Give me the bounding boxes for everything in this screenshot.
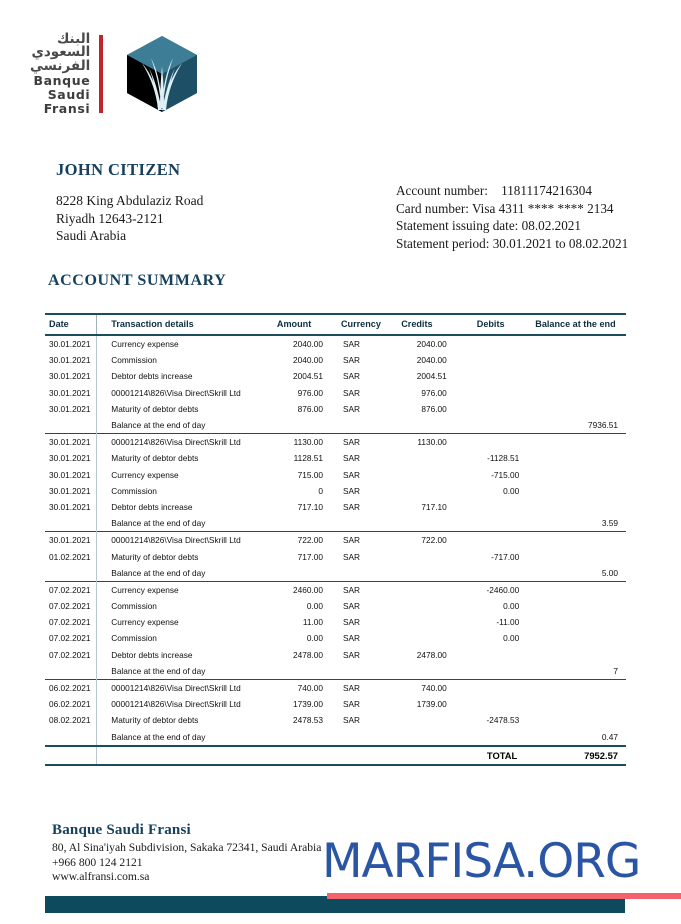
cell-details: 00001214\826\Visa Direct\Skrill Ltd: [111, 387, 241, 398]
logo-red-divider: [99, 35, 103, 113]
cell-details: Currency expense: [111, 617, 179, 628]
footer-phone: +966 800 124 2121: [52, 855, 143, 869]
cell-balance: [525, 548, 626, 564]
cell-credits: [387, 712, 463, 728]
cell-date: 01.02.2021: [45, 548, 97, 564]
cell-debits: [463, 368, 526, 384]
cell-amount: 2040.00: [292, 355, 323, 366]
table-row: [45, 647, 626, 663]
address-line-2: Riyadh 12643-2121: [56, 210, 164, 226]
cell-credits: 1739.00: [416, 699, 447, 710]
day-balance-label: Balance at the end of day: [111, 665, 206, 676]
cell-details: Debtor debts increase: [111, 649, 193, 660]
cell-amount: 740.00: [255, 679, 333, 696]
cell-credits: [387, 565, 463, 582]
cell-balance: [525, 385, 626, 401]
cell-details: Commission: [111, 633, 157, 644]
cell-balance: [525, 647, 626, 663]
watermark-text: MARFISA.ORG: [322, 834, 641, 889]
cell-balance: [525, 499, 626, 515]
cell-credits: [387, 598, 463, 614]
cube-logo-icon: [125, 34, 199, 114]
day-balance-label: Balance at the end of day: [111, 420, 206, 431]
total-row: [45, 746, 626, 765]
day-balance-value: 0.47: [601, 731, 618, 742]
card-number-label: Card number:: [396, 200, 469, 216]
cell-details: Commission: [111, 355, 157, 366]
cell-currency: SAR: [342, 699, 361, 710]
table-row: [45, 352, 626, 368]
day-balance-label: Balance at the end of day: [111, 567, 206, 578]
day-balance-value: 3.59: [601, 518, 618, 529]
cell-balance: [525, 483, 626, 499]
cell-balance: [525, 696, 626, 712]
cell-credits: [387, 450, 463, 466]
footer-bank-name: Banque Saudi Fransi: [52, 822, 191, 838]
table-row: [45, 483, 626, 499]
cell-currency: SAR: [342, 601, 361, 612]
cell-balance: [525, 679, 626, 696]
logo-wordmark: [30, 30, 99, 116]
cell-debits: [463, 565, 526, 582]
page-title: ACCOUNT SUMMARY: [48, 272, 227, 289]
cell-amount: [255, 663, 333, 680]
footer-block: [52, 822, 321, 885]
table-header: [45, 314, 626, 335]
cell-details: Currency expense: [111, 469, 179, 480]
cell-amount: 1128.51: [293, 453, 323, 464]
cell-date: [45, 515, 97, 532]
cell-details: Debtor debts increase: [111, 371, 193, 382]
cell-credits: [387, 663, 463, 680]
cell-currency: [333, 746, 387, 765]
cell-currency: SAR: [333, 532, 387, 549]
customer-address: [56, 192, 203, 245]
issuing-date-row: [396, 217, 628, 235]
cell-date: 30.01.2021: [45, 450, 97, 466]
cell-credits: 2004.51: [416, 371, 447, 382]
logo-arabic-line-1: البنك: [56, 30, 91, 47]
cell-debits: [463, 401, 526, 417]
cell-balance: [525, 434, 626, 451]
cell-date: [45, 417, 97, 434]
cell-balance: [525, 335, 626, 352]
footer-website[interactable]: www.alfransi.com.sa: [52, 870, 150, 884]
table-row: [45, 598, 626, 614]
account-number-label: Account number:: [396, 183, 488, 198]
cell-currency: [333, 565, 387, 582]
cell-credits: 2040.00: [416, 355, 447, 366]
cell-amount: 1130.00: [255, 434, 333, 451]
table-row: [45, 434, 626, 451]
cell-credits: 2040.00: [416, 339, 447, 350]
cell-balance: [525, 614, 626, 630]
cell-date: 30.01.2021: [45, 335, 97, 352]
column-header-details: Transaction details: [111, 319, 194, 329]
cell-date: 30.01.2021: [45, 401, 97, 417]
table-row: [45, 499, 626, 515]
cell-amount: 2478.53: [292, 715, 323, 726]
cell-debits: 0.00: [503, 485, 520, 496]
cell-credits: [387, 630, 463, 646]
cell-debits: [463, 696, 526, 712]
cell-date: 07.02.2021: [45, 647, 97, 663]
cell-details: Currency expense: [111, 339, 179, 350]
cell-credits: 1130.00: [387, 434, 463, 451]
cell-debits: [463, 532, 526, 549]
day-balance-row: [45, 565, 626, 582]
cell-amount: [255, 729, 333, 746]
table-row: [45, 581, 626, 598]
cell-balance: [525, 630, 626, 646]
cell-debits: -2460.00: [463, 581, 526, 598]
table-row: [45, 679, 626, 696]
day-balance-label: Balance at the end of day: [111, 731, 206, 742]
day-balance-row: [45, 515, 626, 532]
footer-address: 80, Al Sina'iyah Subdivision, Sakaka 72341, Saudi Arabia: [52, 841, 322, 854]
issuing-date-value: 08.02.2021: [521, 218, 581, 234]
column-header-balance: Balance at the end: [535, 319, 616, 329]
cell-details: Maturity of debtor debts: [111, 551, 199, 562]
cell-date: 30.01.2021: [45, 499, 97, 515]
cell-currency: SAR: [342, 469, 361, 480]
table-row: [45, 614, 626, 630]
day-balance-row: [45, 729, 626, 746]
cell-balance: [525, 532, 626, 549]
cell-balance: [525, 712, 626, 728]
cell-date: 30.01.2021: [45, 352, 97, 368]
cell-debits: 0.00: [503, 601, 520, 612]
cell-amount: 876.00: [297, 403, 323, 414]
table-row: [45, 712, 626, 728]
cell-details: 00001214\826\Visa Direct\Skrill Ltd: [97, 434, 255, 451]
cell-debits: -1128.51: [487, 453, 520, 464]
cell-currency: SAR: [333, 581, 387, 598]
column-header-amount: Amount: [276, 319, 312, 329]
logo-latin-line-1: Banque: [33, 73, 91, 89]
cell-date: 30.01.2021: [45, 483, 97, 499]
cell-credits: [387, 548, 463, 564]
cell-debits: [463, 647, 526, 663]
logo-arabic-line-2: السعودي: [31, 44, 91, 61]
cell-amount: 2460.00: [255, 581, 333, 598]
cell-details: 00001214\826\Visa Direct\Skrill Ltd: [97, 679, 255, 696]
cell-balance: [525, 368, 626, 384]
cell-credits: 722.00: [387, 532, 463, 549]
cell-currency: [333, 515, 387, 532]
table-header-row: [45, 314, 626, 335]
cell-currency: [333, 663, 387, 680]
cell-credits: 2478.00: [416, 649, 447, 660]
day-balance-value: 7936.51: [588, 420, 618, 431]
cell-debits: -715.00: [491, 469, 520, 480]
cell-debits: [463, 729, 526, 746]
cell-amount: 2004.51: [292, 371, 323, 382]
day-balance-value: 7: [613, 665, 618, 676]
table-body: [45, 335, 626, 765]
watermark-underline: [327, 893, 681, 899]
cell-credits: [387, 515, 463, 532]
cell-date: [45, 565, 97, 582]
cell-debits: [463, 335, 526, 352]
cell-date: [45, 663, 97, 680]
cell-currency: SAR: [342, 403, 361, 414]
cell-debits: [463, 679, 526, 696]
cell-date: 07.02.2021: [45, 581, 97, 598]
cell-date: 30.01.2021: [45, 385, 97, 401]
account-number-row: [396, 182, 628, 200]
cell-date: 30.01.2021: [45, 467, 97, 483]
total-value: 7952.57: [525, 746, 626, 765]
cell-currency: SAR: [342, 485, 361, 496]
cell-details: Commission: [111, 485, 157, 496]
cell-amount: 0.00: [306, 601, 323, 612]
cell-credits: [387, 417, 463, 434]
cell-credits: [387, 746, 463, 765]
cell-currency: SAR: [342, 371, 361, 382]
cell-date: 07.02.2021: [45, 630, 97, 646]
cell-debits: -2478.53: [486, 715, 520, 726]
total-label: TOTAL: [463, 746, 526, 765]
cell-debits: [463, 417, 526, 434]
column-header-currency: Currency: [340, 319, 381, 329]
cell-date: 08.02.2021: [45, 712, 97, 728]
cell-credits: [387, 614, 463, 630]
cell-amount: [255, 746, 333, 765]
logo-latin-line-2: Saudi: [47, 86, 91, 102]
cell-details: Debtor debts increase: [111, 501, 193, 512]
cell-debits: [463, 352, 526, 368]
cell-balance: [525, 581, 626, 598]
customer-name: JOHN CITIZEN: [56, 160, 181, 179]
cell-details: [97, 746, 255, 765]
cell-date: 07.02.2021: [45, 614, 97, 630]
footer-contact: [52, 841, 321, 885]
day-balance-label: Balance at the end of day: [111, 518, 206, 529]
cell-credits: 717.10: [421, 501, 447, 512]
cell-amount: 1739.00: [292, 699, 323, 710]
cell-credits: [387, 483, 463, 499]
cell-amount: [255, 515, 333, 532]
statement-period-value: 30.01.2021 to 08.02.2021: [492, 235, 629, 251]
table-row: [45, 696, 626, 712]
cell-debits: -717.00: [491, 551, 520, 562]
cell-amount: 0.00: [306, 633, 323, 644]
address-line-1: 8228 King Abdulaziz Road: [56, 193, 204, 208]
day-balance-row: [45, 663, 626, 680]
statement-period-row: [396, 235, 628, 253]
cell-currency: SAR: [342, 339, 361, 350]
statement-period-label: Statement period:: [396, 235, 490, 251]
cell-currency: SAR: [342, 387, 361, 398]
cell-currency: SAR: [342, 633, 361, 644]
cell-balance: [525, 467, 626, 483]
cell-credits: [387, 729, 463, 746]
cell-details: Commission: [111, 601, 157, 612]
table-row: [45, 450, 626, 466]
table-row: [45, 335, 626, 352]
card-number-row: [396, 200, 628, 218]
table-row: [45, 368, 626, 384]
cell-amount: 976.00: [297, 387, 323, 398]
cell-debits: 0.00: [503, 633, 520, 644]
cell-amount: 717.00: [297, 551, 323, 562]
cell-currency: SAR: [342, 649, 361, 660]
cell-debits: -11.00: [496, 617, 520, 628]
cell-currency: [333, 417, 387, 434]
cell-currency: [333, 729, 387, 746]
cell-currency: SAR: [333, 679, 387, 696]
cell-currency: SAR: [342, 453, 361, 464]
cell-amount: [255, 417, 333, 434]
table-row: [45, 532, 626, 549]
transactions-table: [45, 313, 626, 766]
cell-date: 06.02.2021: [45, 679, 97, 696]
cell-balance: [525, 401, 626, 417]
table-row: [45, 630, 626, 646]
cell-details: 00001214\826\Visa Direct\Skrill Ltd: [97, 532, 255, 549]
cell-currency: SAR: [342, 617, 361, 628]
cell-balance: [525, 598, 626, 614]
cell-date: 06.02.2021: [45, 696, 97, 712]
cell-amount: 11.00: [302, 617, 323, 628]
cell-credits: [387, 467, 463, 483]
column-header-debits: Debits: [476, 319, 505, 329]
cell-amount: 2040.00: [292, 339, 323, 350]
cell-balance: [525, 450, 626, 466]
cell-currency: SAR: [342, 501, 361, 512]
cell-details: Maturity of debtor debts: [111, 715, 199, 726]
logo-arabic-line-3: الفرنسي: [30, 58, 91, 75]
table-row: [45, 401, 626, 417]
cell-debits: [463, 499, 526, 515]
cell-date: 30.01.2021: [45, 532, 97, 549]
address-line-3: Saudi Arabia: [56, 228, 127, 243]
cell-debits: [463, 663, 526, 680]
cell-credits: 876.00: [421, 403, 447, 414]
column-header-date: Date: [45, 314, 97, 335]
cell-currency: SAR: [342, 551, 361, 562]
cell-amount: [255, 565, 333, 582]
cell-date: 07.02.2021: [45, 598, 97, 614]
cell-credits: [387, 581, 463, 598]
cell-details: 00001214\826\Visa Direct\Skrill Ltd: [111, 699, 241, 710]
table-row: [45, 385, 626, 401]
day-balance-value: 5.00: [601, 567, 618, 578]
cell-debits: [463, 434, 526, 451]
issuing-date-label: Statement issuing date:: [396, 218, 519, 234]
cell-details: Maturity of debtor debts: [111, 403, 199, 414]
day-balance-row: [45, 417, 626, 434]
bank-logo: [30, 28, 199, 120]
logo-latin-line-3: Fransi: [43, 100, 91, 116]
cell-date: 30.01.2021: [45, 368, 97, 384]
cell-amount: 2478.00: [292, 649, 323, 660]
cell-date: [45, 746, 97, 765]
cell-details: Maturity of debtor debts: [111, 453, 199, 464]
cell-amount: 0: [318, 485, 323, 496]
card-number-value: Visa 4311 **** **** 2134: [471, 200, 614, 216]
cell-amount: 717.10: [297, 501, 323, 512]
cell-currency: SAR: [333, 434, 387, 451]
table-row: [45, 548, 626, 564]
transactions-table-container: [45, 313, 626, 766]
table-row: [45, 467, 626, 483]
account-number-value: 11811174216304: [501, 183, 592, 198]
cell-credits: 976.00: [421, 387, 447, 398]
cell-date: [45, 729, 97, 746]
cell-details: Currency expense: [97, 581, 255, 598]
cell-amount: 722.00: [255, 532, 333, 549]
cell-amount: 715.00: [297, 469, 323, 480]
cell-date: 30.01.2021: [45, 434, 97, 451]
cell-debits: [463, 385, 526, 401]
cell-debits: [463, 515, 526, 532]
column-header-credits: Credits: [401, 319, 433, 329]
cell-balance: [525, 352, 626, 368]
cell-credits: 740.00: [387, 679, 463, 696]
account-info-block: [396, 182, 628, 252]
cell-currency: SAR: [342, 355, 361, 366]
cell-currency: SAR: [342, 715, 361, 726]
